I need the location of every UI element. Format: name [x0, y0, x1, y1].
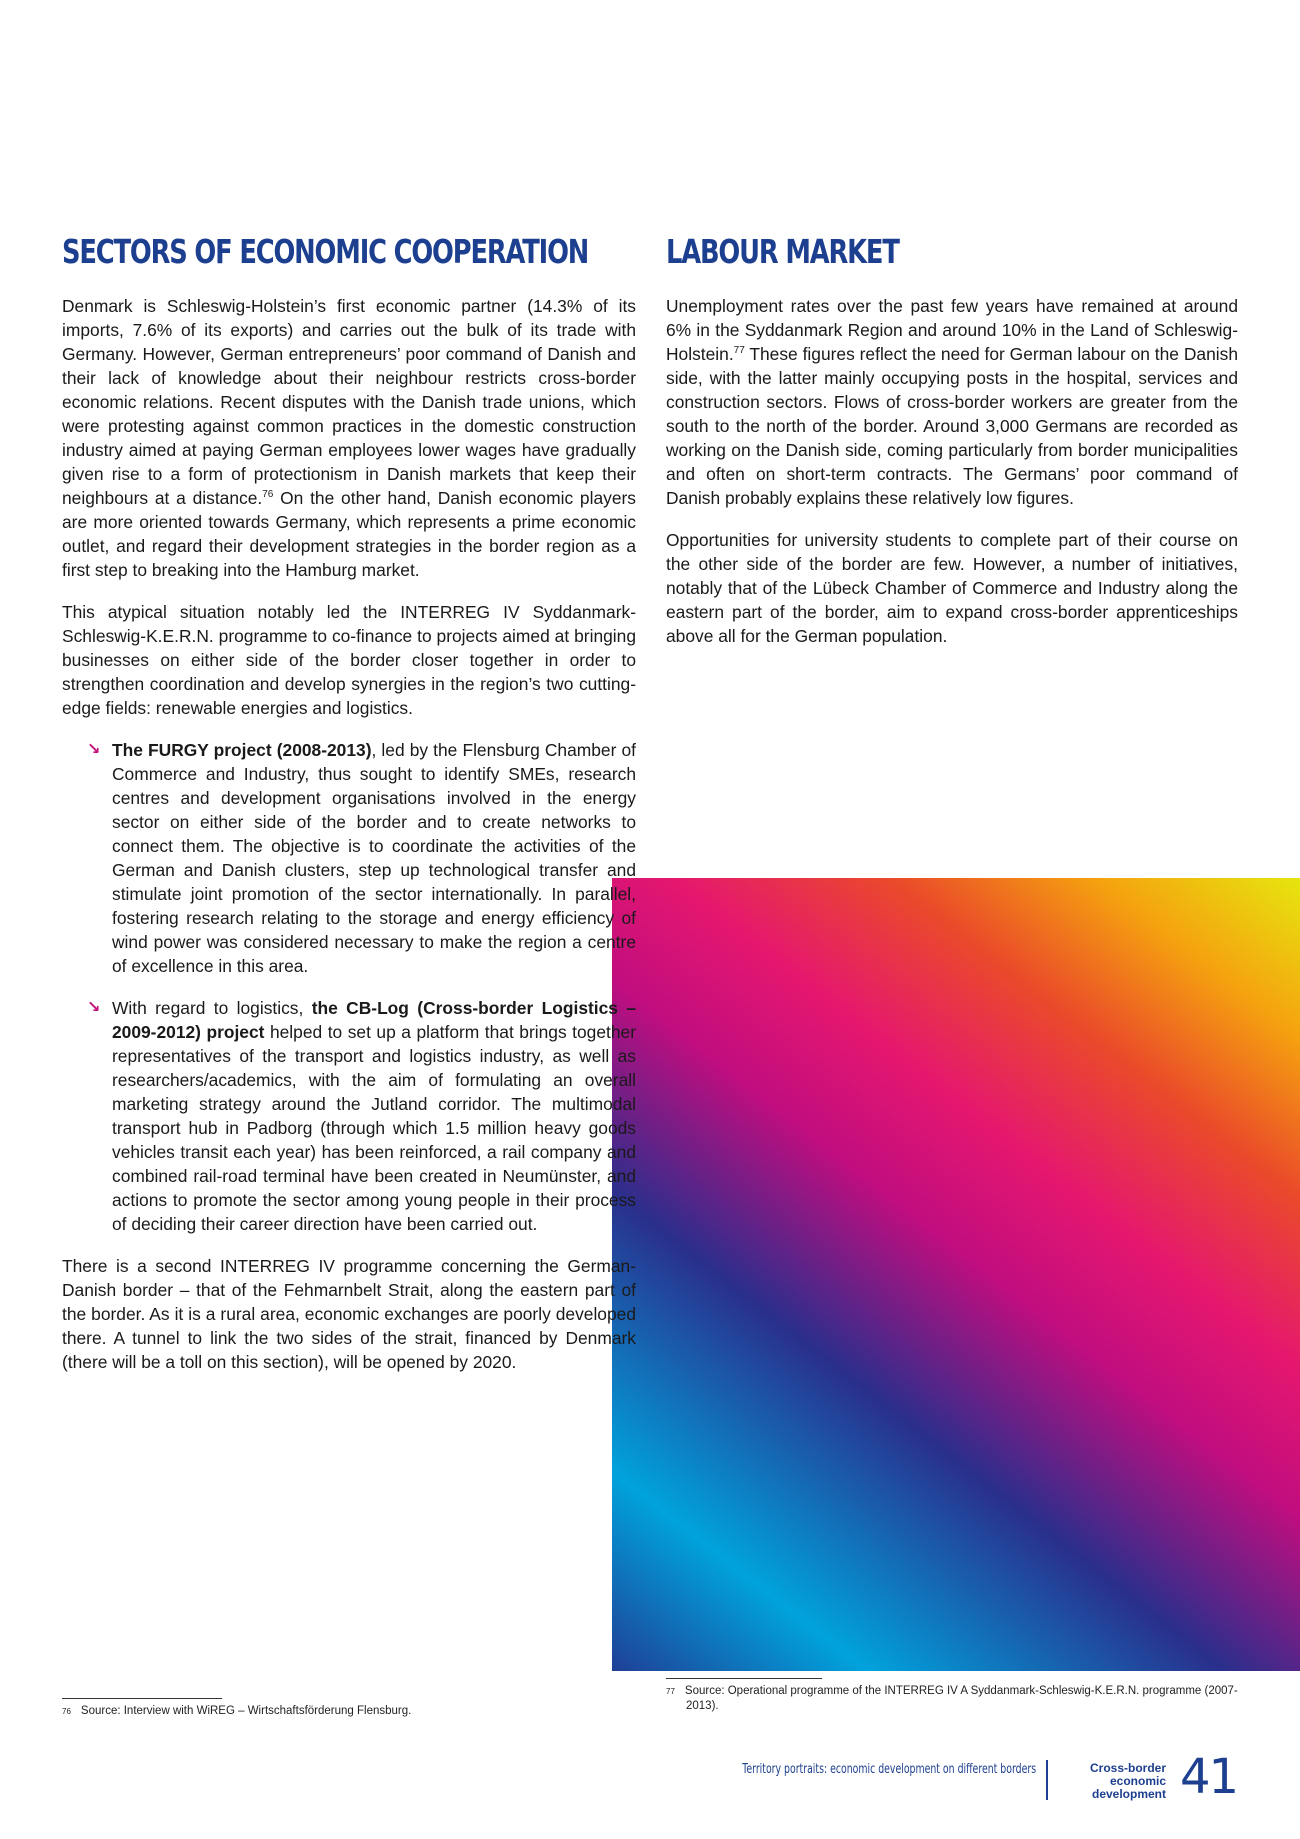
- footnote-77: [666, 1684, 1246, 1714]
- project-list: [62, 738, 636, 1236]
- paragraph-text: Unemployment rates over the past few years have remained at around 6% in the Syddanmark Region and around 10% in the Land of Schleswig-Holstein.: [666, 296, 1238, 364]
- arrow-down-right-icon: ↘: [87, 999, 101, 1016]
- project-name: The FURGY project (2008-2013): [112, 740, 372, 760]
- paragraph-text: These figures reflect the need for German labour on the Danish side, with the latter mainly occupying posts in the hospital, services and construction sectors. Flows of cross-border workers are greater from the south to the north of the border. Around 3,000 Germans are recorded as working on the Danish side, coming particularly from border municipalities and often on short-term contracts. The Germans’ poor command of Danish probably explains these relatively low figures.: [666, 344, 1238, 508]
- footnote-76: [62, 1704, 582, 1719]
- footnote-ref-76[interactable]: 76: [262, 489, 274, 501]
- paragraph: [666, 294, 1238, 510]
- left-column: [62, 228, 636, 1392]
- footnote-divider: [666, 1678, 822, 1679]
- footnote-text: Source: Interview with WiREG – Wirtschaftsförderung Flensburg.: [80, 1705, 412, 1717]
- list-item-cb-log: [62, 996, 636, 1236]
- paragraph: [62, 294, 636, 582]
- list-item-text: helped to set up a platform that brings together representatives of the transport and logistics industry, as well as researchers/academics, with the aim of formulating an overall marketing strategy around the Jutland corridor. The multimodal transport hub in Padborg (through which 1.5 million heavy goods vehicles transit each year) has been reinforced, a rail company and combined rail-road terminal have been created in Neumünster, and actions to promote the sector among young people in their process of deciding their career direction have been carried out.: [112, 1022, 636, 1234]
- section-heading-labour-market: LABOUR MARKET: [666, 232, 899, 271]
- page-number: 41: [1180, 1749, 1238, 1805]
- project-name: the CB-Log (Cross-border Logistics – 2009-2012) project: [112, 998, 636, 1042]
- right-column: [666, 228, 1238, 666]
- footnote-text: Source: Operational programme of the INTERREG IV A Syddanmark-Schleswig-K.E.R.N. programme (2007-2013).: [684, 1685, 1238, 1712]
- footnote-ref-77[interactable]: 77: [733, 345, 745, 357]
- paragraph: This atypical situation notably led the INTERREG IV Syddanmark-Schleswig-K.E.R.N. programme to co-finance to projects aimed at bringing businesses on either side of the border closer together in order to strengthen coordination and develop synergies in the region’s two cutting-edge fields: renewable energies and logistics.: [62, 602, 636, 718]
- brand-line: Cross-border: [1089, 1761, 1166, 1775]
- footer-divider: [1046, 1760, 1048, 1800]
- paragraph: Opportunities for university students to complete part of their course on the other side of the border are few. However, a number of initiatives, notably that of the Lübeck Chamber of Commerce and Industry along the eastern part of the border, aim to expand cross-border apprenticeships above all for the German population.: [666, 530, 1238, 646]
- footnote-divider: [62, 1698, 222, 1699]
- brand-line: economic: [1109, 1774, 1166, 1788]
- list-item-text: , led by the Flensburg Chamber of Commerce and Industry, thus sought to identify SMEs, research centres and development organisations involved in the energy sector on either side of the border and to create networks to connect them. The objective is to coordinate the activities of the German and Danish clusters, step up technological transfer and stimulate joint promotion of the sector internationally. In parallel, fostering research relating to the storage and energy efficiency of wind power was considered necessary to make the region a centre of excellence in this area.: [112, 740, 636, 976]
- list-item-text: With regard to logistics,: [112, 998, 312, 1018]
- decorative-gradient-block: [612, 878, 1300, 1671]
- paragraph: There is a second INTERREG IV programme concerning the German-Danish border – that of the Fehmarnbelt Strait, along the eastern part of the border. As it is a rural area, economic exchanges are poorly developed there. A tunnel to link the two sides of the strait, financed by Denmark (there will be a toll on this section), will be opened by 2020.: [62, 1256, 636, 1372]
- footnote-number: 77: [666, 1687, 675, 1696]
- footer-section-title: Territory portraits: economic development on different borders: [742, 1762, 1036, 1777]
- footnote-number: 76: [62, 1707, 71, 1716]
- list-item-furgy: [62, 738, 636, 978]
- arrow-down-right-icon: ↘: [87, 741, 101, 758]
- paragraph-text: On the other hand, Danish economic players are more oriented towards Germany, which represents a prime economic outlet, and regard their development strategies in the border region as a first step to breaking into the Hamburg market.: [62, 488, 636, 580]
- paragraph-text: Denmark is Schleswig-Holstein’s first economic partner (14.3% of its imports, 7.6% of its exports) and carries out the bulk of its trade with Germany. However, German entrepreneurs’ poor command of Danish and their lack of knowledge about their neighbour restricts cross-border economic relations. Recent disputes with the Danish trade unions, which were protesting against common practices in the domestic construction industry aimed at paying German employees lower wages have gradually given rise to a form of protectionism in Danish markets that keep their neighbours at a distance.: [62, 296, 636, 508]
- footer-brand: [1060, 1762, 1166, 1801]
- brand-line: development: [1091, 1787, 1166, 1801]
- section-heading-economic-cooperation: SECTORS OF ECONOMIC COOPERATION: [62, 232, 589, 271]
